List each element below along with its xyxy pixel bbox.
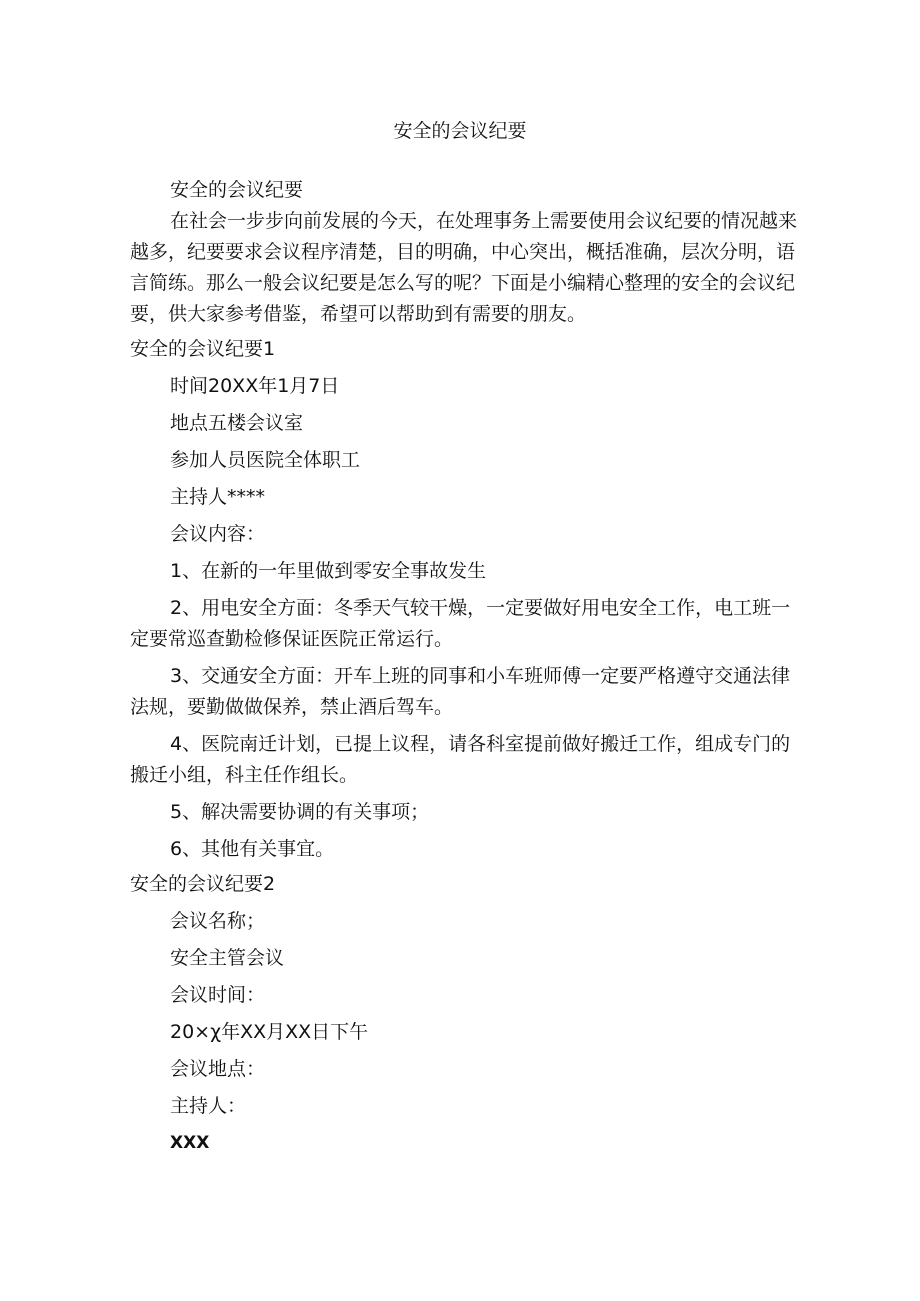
section1-heading: 安全的会议纪要1 bbox=[130, 338, 276, 360]
section2-name-value: 安全主管会议 bbox=[170, 947, 285, 969]
section1-item-1: 1、在新的一年里做到零安全事故发生 bbox=[170, 560, 487, 582]
section1-item-4: 4、医院南迁计划，已提上议程，请各科室提前做好搬迁工作，组成专门的搬迁小组，科主任作组长。 bbox=[130, 733, 791, 786]
section2-name-label: 会议名称； bbox=[170, 910, 266, 932]
section1-host: 主持人**** bbox=[170, 486, 266, 508]
document-body bbox=[130, 175, 800, 1159]
section1-place: 地点五楼会议室 bbox=[170, 412, 304, 434]
section2-host-value: XXX bbox=[170, 1133, 210, 1153]
section1-attendees: 参加人员医院全体职工 bbox=[170, 449, 361, 471]
section1-item-5: 5、解决需要协调的有关事项； bbox=[170, 801, 430, 823]
section1-item-6: 6、其他有关事宜。 bbox=[170, 838, 335, 860]
section1-item-3: 3、交通安全方面：开车上班的同事和小车班师傅一定要严格遵守交通法律法规，要勤做做保养，禁止酒后驾车。 bbox=[130, 665, 791, 718]
section2-time-label: 会议时间： bbox=[170, 984, 266, 1006]
section2-place-label: 会议地点： bbox=[170, 1058, 266, 1080]
section2-heading: 安全的会议纪要2 bbox=[130, 873, 276, 895]
document-title: 安全的会议纪要 bbox=[393, 120, 527, 142]
section1-content-label: 会议内容： bbox=[170, 523, 266, 545]
section1-item-2: 2、用电安全方面：冬季天气较干燥，一定要做好用电安全工作，电工班一定要常巡查勤检修保证医院正常运行。 bbox=[130, 597, 791, 650]
section2-host-label: 主持人： bbox=[170, 1095, 247, 1117]
section1-time: 时间20XX年1月7日 bbox=[170, 375, 340, 397]
intro-paragraph: 在社会一步步向前发展的今天，在处理事务上需要使用会议纪要的情况越来越多，纪要要求会议程序清楚，目的明确，中心突出，概括准确，层次分明，语言简练。那么一般会议纪要是怎么写的呢？下面是小编精心整理的安全的会议纪要，供大家参考借鉴，希望可以帮助到有需要的朋友。 bbox=[130, 210, 798, 325]
intro-heading: 安全的会议纪要 bbox=[170, 179, 304, 201]
section2-time-value: 20×χ年XX月XX日下午 bbox=[170, 1021, 369, 1043]
